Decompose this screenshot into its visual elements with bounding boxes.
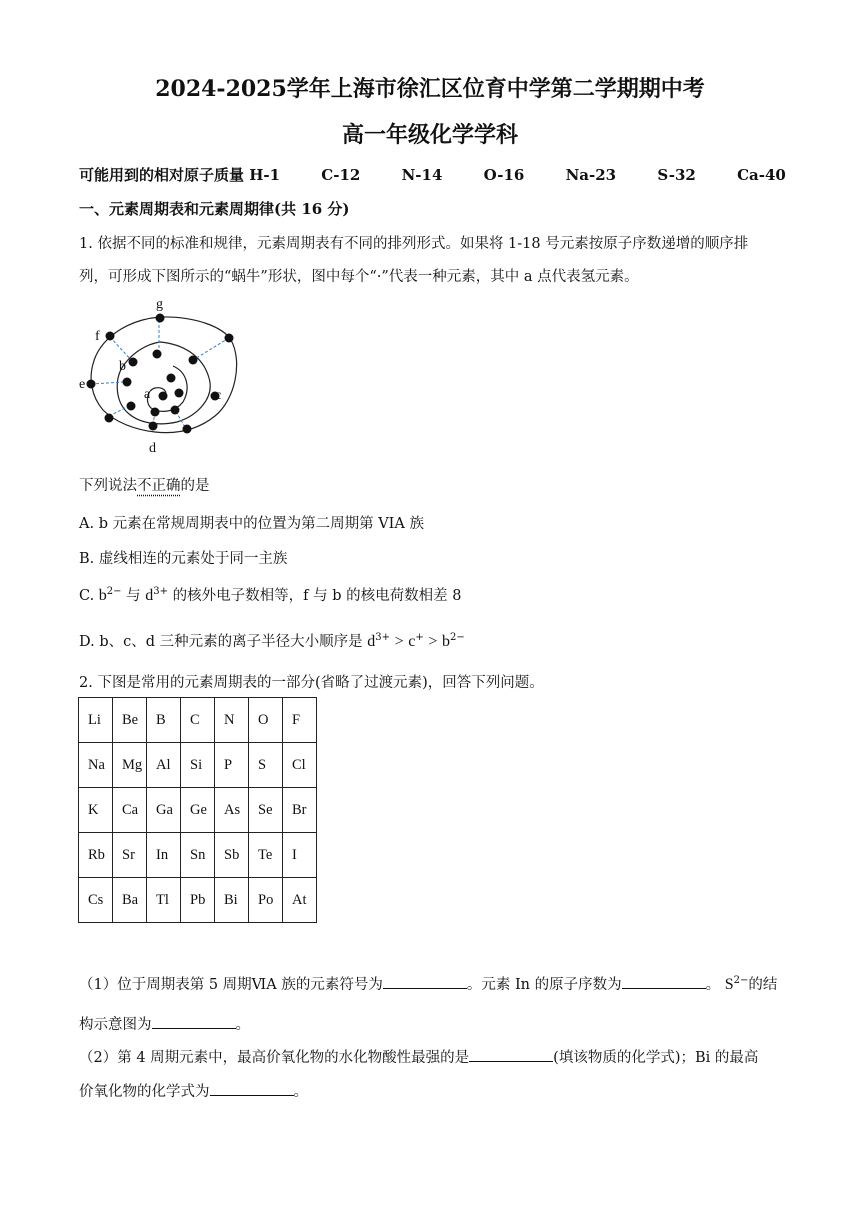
element-cell: At: [283, 878, 317, 923]
q1-option-c: [79, 584, 461, 605]
element-dot: [156, 314, 165, 323]
table-row: [79, 788, 317, 833]
q2-sub2-text-a: （2）第 4 周期元素中，最高价氧化物的水化物酸性最强的是: [79, 1050, 470, 1066]
option-c-prefix: C.: [79, 588, 99, 604]
element-dot: [183, 425, 192, 434]
element-dot: [171, 406, 180, 415]
q2-sub1-text-b: 。元素 In 的原子序数为: [466, 977, 622, 993]
ion-d: d: [145, 587, 154, 604]
element-cell: O: [249, 698, 283, 743]
ion-b: b: [98, 587, 107, 604]
element-cell: Na: [79, 743, 113, 788]
q1-option-a: A. b 元素在常规周期表中的位置为第二周期第 VIA 族: [79, 516, 424, 532]
snail-periodic-figure: [75, 292, 245, 462]
element-dot: [153, 350, 162, 359]
element-cell: As: [215, 788, 249, 833]
q2-sub1-line1: [79, 973, 777, 994]
greater-than: >: [394, 633, 404, 650]
element-cell: Po: [249, 878, 283, 923]
answer-blank[interactable]: [622, 976, 706, 989]
element-cell: I: [283, 833, 317, 878]
figure-label-f: f: [95, 329, 100, 344]
element-cell: Rb: [79, 833, 113, 878]
q2-sub2-line1: [79, 1046, 758, 1067]
table-row: [79, 743, 317, 788]
element-cell: In: [147, 833, 181, 878]
element-dot: [225, 334, 234, 343]
q1-prompt: [79, 474, 210, 495]
answer-blank[interactable]: [210, 1083, 294, 1096]
element-cell: Sb: [215, 833, 249, 878]
element-cell: Ga: [147, 788, 181, 833]
answer-blank[interactable]: [383, 976, 467, 989]
element-cell: Cs: [79, 878, 113, 923]
periodic-table-excerpt: [78, 697, 317, 923]
atomic-mass-item: C-12: [321, 166, 361, 184]
element-cell: Sr: [113, 833, 147, 878]
page-title-line2: 高一年级化学学科: [341, 122, 518, 148]
element-cell: Cl: [283, 743, 317, 788]
element-cell: Sn: [181, 833, 215, 878]
table-row: [79, 833, 317, 878]
option-d-prefix: D. b、c、d 三种元素的离子半径大小顺序是: [79, 634, 363, 650]
element-dot: [105, 414, 114, 423]
element-cell: Ca: [113, 788, 147, 833]
figure-label-d: d: [149, 441, 156, 456]
q2-sub1-text-c: 。: [705, 977, 721, 993]
answer-blank[interactable]: [152, 1016, 236, 1029]
q1-prompt-emphasis: 不正确: [137, 478, 181, 494]
ion-d-charge: 3+: [375, 632, 390, 643]
element-dot: [123, 378, 132, 387]
element-cell: F: [283, 698, 317, 743]
figure-label-e: e: [79, 377, 86, 392]
element-cell: Li: [79, 698, 113, 743]
q2-sub1-text-d: 的结: [748, 977, 778, 993]
element-cell: N: [215, 698, 249, 743]
element-dot: [151, 408, 160, 417]
atomic-mass-item: O-16: [483, 166, 525, 184]
element-dot: [87, 380, 96, 389]
element-cell: P: [215, 743, 249, 788]
element-cell: Bi: [215, 878, 249, 923]
atomic-mass-item: Ca-40: [737, 166, 786, 184]
q2-sub1-line2-text: 构示意图为: [79, 1017, 152, 1033]
ion-c-charge: +: [415, 632, 424, 643]
element-cell: S: [249, 743, 283, 788]
ion-s: S: [724, 976, 734, 993]
atomic-mass-label: 可能用到的相对原子质量 H-1: [79, 166, 281, 184]
atomic-mass-item: N-14: [401, 166, 443, 184]
element-dot: [159, 392, 168, 401]
ion-d: d: [367, 633, 376, 650]
element-dot: [189, 356, 198, 365]
q2-sub1-line2: [79, 1013, 250, 1034]
q2-sub2-text-b: (填该物质的化学式)；Bi 的最高: [553, 1050, 759, 1066]
q1-stem-line2: 列，可形成下图所示的“蜗牛”形状，图中每个“·”代表一种元素，其中 a 点代表氢元素。: [79, 269, 639, 285]
option-c-mid: 与: [126, 588, 141, 604]
q2-stem: 2. 下图是常用的元素周期表的一部分(省略了过渡元素)，回答下列问题。: [79, 675, 544, 691]
q2-sub2-line2: [79, 1080, 308, 1101]
element-dot: [149, 422, 158, 431]
element-cell: Se: [249, 788, 283, 833]
element-dot: [106, 332, 115, 341]
atomic-mass-item: Na-23: [565, 166, 617, 184]
q1-prompt-pre: 下列说法: [79, 478, 137, 494]
option-c-post: 的核外电子数相等，f 与 b 的核电荷数相差 8: [172, 588, 462, 604]
element-cell: C: [181, 698, 215, 743]
element-cell: Pb: [181, 878, 215, 923]
element-cell: Br: [283, 788, 317, 833]
q2-sub1-end: 。: [235, 1017, 250, 1033]
table-row: [79, 698, 317, 743]
q1-option-b: B. 虚线相连的元素处于同一主族: [79, 551, 288, 567]
element-cell: Te: [249, 833, 283, 878]
ion-c: c: [408, 633, 416, 650]
element-cell: Ge: [181, 788, 215, 833]
ion-b-charge: 2−: [449, 632, 465, 643]
element-cell: Ba: [113, 878, 147, 923]
element-dot: [167, 374, 176, 383]
ion-b: b: [441, 633, 450, 650]
ion-d-charge: 3+: [153, 586, 169, 597]
table-row: [79, 878, 317, 923]
q1-stem-line1: 1. 依据不同的标准和规律，元素周期表有不同的排列形式。如果将 1-18 号元素按原子序数递增的顺序排: [79, 236, 749, 252]
answer-blank[interactable]: [469, 1049, 553, 1062]
q1-option-d: [79, 630, 465, 651]
element-cell: K: [79, 788, 113, 833]
ion-b-charge: 2−: [106, 586, 122, 597]
figure-label-c: c: [215, 388, 222, 403]
greater-than: >: [428, 633, 438, 650]
q2-sub1-text-a: （1）位于周期表第 5 周期ⅥA 族的元素符号为: [79, 977, 383, 993]
figure-label-g: g: [156, 297, 163, 312]
element-dot: [175, 389, 184, 398]
ion-s-charge: 2−: [733, 975, 749, 986]
element-dot: [127, 402, 136, 411]
element-cell: Si: [181, 743, 215, 788]
element-cell: Be: [113, 698, 147, 743]
figure-label-a: a: [144, 387, 151, 402]
q2-sub2-line2-text: 价氧化物的化学式为: [79, 1084, 210, 1100]
page-title-line1: 2024-2025学年上海市徐汇区位育中学第二学期期中考: [155, 76, 705, 102]
section-heading: 一、元素周期表和元素周期律(共 16 分): [79, 200, 350, 218]
element-cell: B: [147, 698, 181, 743]
atomic-mass-line: [79, 164, 786, 185]
atomic-mass-item: S-32: [657, 166, 696, 184]
element-cell: Al: [147, 743, 181, 788]
element-cell: Tl: [147, 878, 181, 923]
figure-label-b: b: [119, 359, 126, 374]
q2-sub2-end: 。: [293, 1084, 308, 1100]
element-cell: Mg: [113, 743, 147, 788]
q1-prompt-post: 的是: [180, 478, 210, 494]
element-dot: [129, 358, 138, 367]
